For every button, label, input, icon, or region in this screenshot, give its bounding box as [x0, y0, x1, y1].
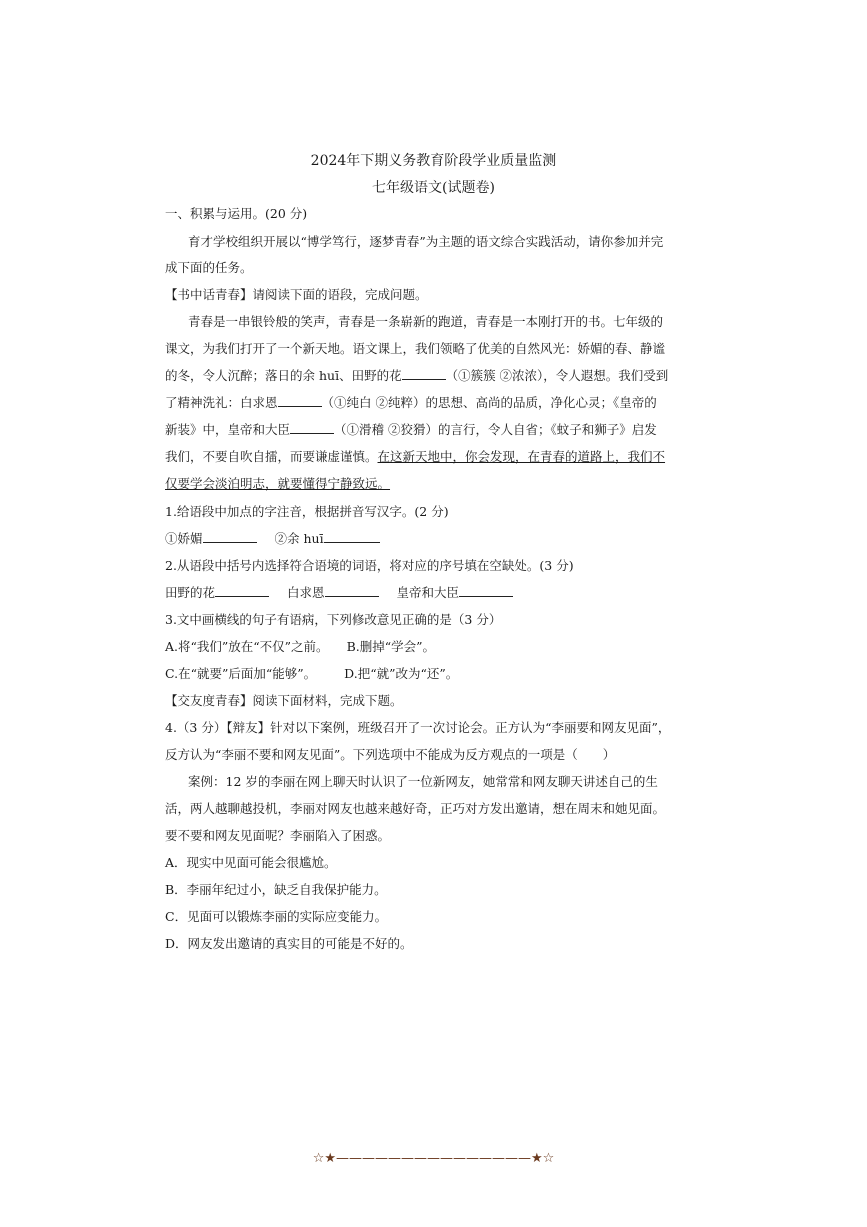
- answer-blank[interactable]: [203, 531, 257, 543]
- underlined-sentence: 在这新天地中，你会发现，在青春的道路上，我们不: [377, 449, 666, 464]
- q1-label-b: ②余 huī: [274, 531, 324, 546]
- question-3-options-cd: [165, 666, 458, 682]
- exam-subtitle: 七年级语文(试题卷): [372, 180, 495, 196]
- passage-text: （①纯白 ②纯粹）的思想、高尚的品质，净化心灵；《皇帝的: [321, 395, 657, 410]
- footer-star-divider: ☆★———————————————★☆: [312, 1151, 555, 1166]
- task1-heading: 【书中话青春】请阅读下面的语段，完成问题。: [165, 287, 428, 302]
- passage-text: （①滑稽 ②狡猾）的言行，令人自省；《蚊子和狮子》启发: [334, 422, 657, 437]
- option-d[interactable]: D．网友发出邀请的真实目的可能是不好的。: [165, 936, 413, 951]
- option-b[interactable]: B.删掉“学会”。: [346, 639, 436, 654]
- passage-text: 新装》中，皇帝和大臣: [165, 422, 291, 437]
- option-c[interactable]: C.在“就要”后面加“能够”。: [165, 666, 317, 681]
- passage-line-5: [165, 422, 657, 438]
- question-3: 3.文中画横线的句子有语病，下列修改意见正确的是（3 分）: [165, 612, 502, 627]
- option-d[interactable]: D.把“就”改为“还”。: [344, 666, 459, 681]
- passage-text: 了精神洗礼：白求恩: [165, 395, 278, 410]
- question-1-answers: [165, 531, 380, 547]
- q2-label-c: 皇帝和大臣: [396, 585, 460, 600]
- exam-title: 2024年下期义务教育阶段学业质量监测: [310, 153, 557, 169]
- case-line-3: 要不要和网友见面呢？李丽陷入了困惑。: [165, 828, 391, 843]
- answer-blank[interactable]: [459, 585, 513, 597]
- passage-line-2: 课文，为我们打开了一个新天地。语文课上，我们领略了优美的自然风光：娇媚的春、静谧: [165, 341, 666, 356]
- intro-line-2: 成下面的任务。: [165, 260, 253, 275]
- passage-line-6: [165, 449, 665, 465]
- case-line-1: 案例：12 岁的李丽在网上聊天时认识了一位新网友，她常常和网友聊天讲述自己的生: [188, 774, 658, 789]
- question-4-line-2: 反方认为“李丽不要和网友见面”。下列选项中不能成为反方观点的一项是（ ）: [165, 747, 616, 762]
- passage-line-4: [165, 395, 657, 411]
- fill-blank[interactable]: [402, 368, 446, 380]
- option-c[interactable]: C．见面可以锻炼李丽的实际应变能力。: [165, 909, 388, 924]
- passage-text: （①簇簇 ②浓浓），令人遐想。我们受到: [445, 368, 669, 383]
- q2-label-b: 白求恩: [287, 585, 325, 600]
- answer-blank[interactable]: [215, 585, 269, 597]
- question-4-line-1: 4.（3 分）【辩友】针对以下案例，班级召开了一次讨论会。正方认为“李丽要和网友见面”，: [165, 720, 671, 735]
- answer-blank[interactable]: [324, 531, 380, 543]
- task2-heading: 【交友度青春】阅读下面材料，完成下题。: [165, 693, 403, 708]
- case-line-2: 活，两人越聊越投机，李丽对网友也越来越好奇，正巧对方发出邀请，想在周末和她见面。: [165, 801, 666, 816]
- question-2: 2.从语段中括号内选择符合语境的词语，将对应的序号填在空缺处。(3 分): [165, 558, 574, 573]
- option-a[interactable]: A.将“我们”放在“不仅”之前。: [165, 639, 329, 654]
- q1-label-a: ①娇媚: [165, 531, 203, 546]
- question-3-options-ab: [165, 639, 435, 655]
- fill-blank[interactable]: [278, 395, 322, 407]
- question-1: 1.给语段中加点的字注音，根据拼音写汉字。(2 分): [165, 504, 449, 519]
- underlined-sentence: 仅要学会淡泊明志，就要懂得宁静致远。: [165, 476, 391, 491]
- question-2-answers: [165, 585, 513, 601]
- intro-line-1: 育才学校组织开展以“博学笃行，逐梦青春”为主题的语文综合实践活动，请你参加并完: [188, 234, 664, 249]
- q2-label-a: 田野的花: [165, 585, 216, 600]
- fill-blank[interactable]: [290, 422, 334, 434]
- answer-blank[interactable]: [325, 585, 379, 597]
- option-b[interactable]: B．李丽年纪过小，缺乏自我保护能力。: [165, 882, 387, 897]
- passage-line-3: [165, 368, 668, 384]
- passage-line-1: 青春是一串银铃般的笑声，青春是一条崭新的跑道，青春是一本刚打开的书。七年级的: [188, 314, 664, 329]
- option-a[interactable]: A．现实中见面可能会很尴尬。: [165, 855, 337, 870]
- section-heading: 一、积累与运用。(20 分): [165, 206, 308, 221]
- passage-text: 我们，不要自吹自擂，而要谦虚谨慎。: [165, 449, 378, 464]
- passage-text: 的冬，令人沉醉；落日的余 huī、田野的花: [165, 368, 402, 383]
